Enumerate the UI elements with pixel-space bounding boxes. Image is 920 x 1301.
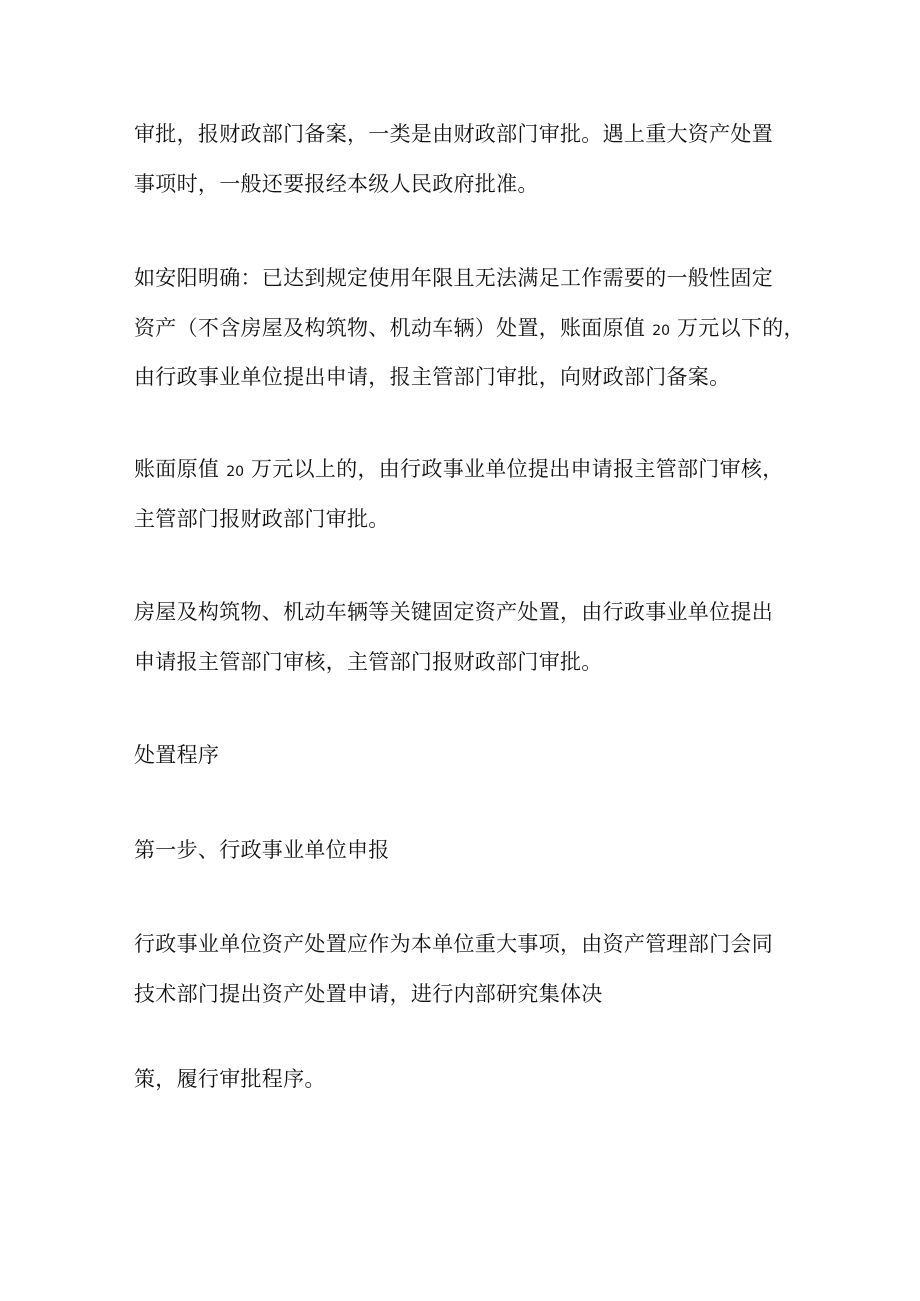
text-run: 账面原值	[134, 457, 227, 481]
text-run: 万元以下的，	[670, 316, 805, 340]
text-line: 审批，报财政部门备案，一类是由财政部门审批。遇上重大资产处置	[134, 122, 773, 146]
text-line	[134, 313, 805, 346]
number-run: 20	[652, 323, 671, 339]
text-line: 策，履行审批程序。	[134, 1067, 326, 1091]
text-line: 由行政事业单位提出申请，报主管部门审批，向财政部门备案。	[134, 365, 731, 389]
text-run: 资产（不含房屋及构筑物、机动车辆）处置，账面原值	[134, 316, 653, 340]
section-heading: 处置程序	[134, 743, 220, 767]
number-run: 20	[226, 464, 245, 480]
text-line: 申请报主管部门审核，主管部门报财政部门审批。	[134, 650, 603, 674]
text-run: 万元以上的，由行政事业单位提出申请报主管部门审核，	[244, 457, 784, 481]
text-line: 行政事业单位资产处置应作为本单位重大事项，由资产管理部门会同	[134, 932, 773, 956]
text-line: 如安阳明确：已达到规定使用年限且无法满足工作需要的一般性固定	[134, 266, 773, 290]
text-line: 房屋及构筑物、机动车辆等关键固定资产处置，由行政事业单位提出	[134, 600, 773, 624]
text-line	[134, 454, 784, 487]
text-line: 技术部门提出资产处置申请，进行内部研究集体决	[134, 982, 603, 1006]
step-heading: 第一步、行政事业单位申报	[134, 838, 390, 862]
text-line: 事项时，一般还要报经本级人民政府批准。	[134, 172, 539, 196]
text-line: 主管部门报财政部门审批。	[134, 507, 390, 531]
